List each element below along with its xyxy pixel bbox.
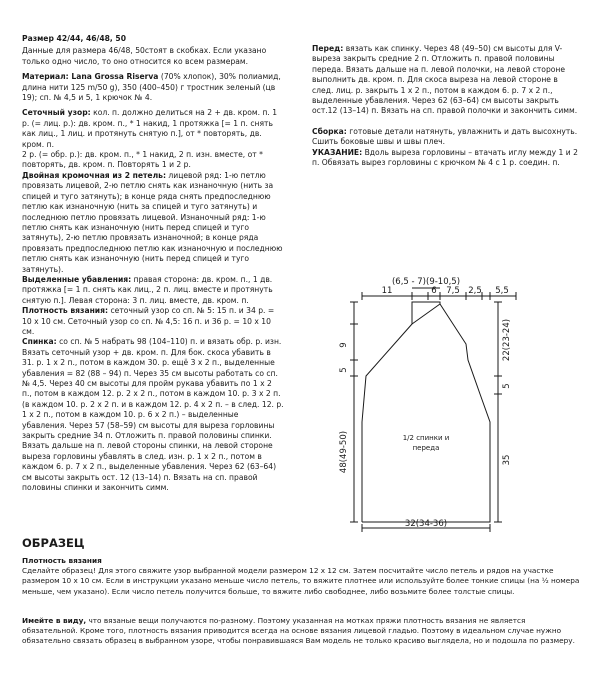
back-label: Спинка:: [22, 337, 57, 347]
density-label: Плотность вязания:: [22, 306, 109, 316]
sizes-note: Данные для размера 46/48, 50стоят в скобках. Если указано только одно число, то оно относится ко всем размерам.: [22, 46, 267, 66]
back-paragraph: [22, 337, 284, 493]
piece-outline: [362, 302, 490, 522]
sample-density-heading: Плотность вязания: [22, 556, 102, 565]
double-edge-label: Двойная кромочная из 2 петель:: [22, 170, 166, 180]
front-paragraph: [312, 44, 580, 117]
v-neck-line: [412, 304, 440, 324]
label-top-6: 6: [431, 286, 437, 296]
mesh-text-1: кол. п. должно делиться на 2 + дв. кром. п. 1 р. (= лиц. р.): дв. кром. п., * 1 накид, 1 протяжка [= 1 п. снять как лиц., 1 лиц. и протянуть снятую п.], от * повторять, дв. кром. п.: [22, 108, 278, 149]
label-top-7-5: 7,5: [446, 286, 460, 296]
sample-density-block: [22, 556, 582, 597]
assembly-paragraph: [312, 127, 580, 148]
sample-title: ОБРАЗЕЦ: [22, 536, 85, 550]
sizes-heading: Размер 42/44, 46/48, 50: [22, 34, 126, 43]
label-top-neck: (6,5 - 7)(9-10,5): [391, 277, 461, 287]
density-paragraph: [22, 306, 284, 337]
mesh-label: Сеточный узор:: [22, 108, 91, 118]
mesh-text-2: 2 р. (= обр. р.): дв. кром. п., * 1 накид, 2 п. изн. вместе, от * повторять, дв. кром. п. Повторять 1 и 2 р.: [22, 150, 263, 170]
sample-note-block: [22, 616, 582, 647]
label-right-22: 22(23-24): [502, 318, 512, 362]
note-label: УКАЗАНИЕ:: [312, 147, 363, 157]
material-paragraph: [22, 72, 284, 103]
sample-note-text: что вязаные вещи получаются по-разному. Поэтому указанная на мотках пряжи плотность вязания не является обязательной. Кроме того, плотность вязания приводится всегда на основе вязания лицевой гладью. Поэтому в идеальном случае нужно обязательно связать образец в выбранном узоре, чтобы понравившаяся Вам модель не только красиво выглядела, но и подошла по размеру.: [22, 616, 575, 646]
double-edge-paragraph: [22, 171, 284, 275]
label-top-2-5: 2,5: [468, 286, 482, 296]
material-label: Материал: Lana Grossa Riserva: [22, 72, 159, 82]
pattern-schematic: [332, 264, 584, 534]
left-column: [22, 34, 284, 498]
schematic-drawing: [332, 264, 584, 534]
mesh-paragraph: [22, 108, 284, 150]
piece-label-line-1: 1/2 спинки и: [402, 434, 450, 442]
back-text: со сп. № 5 набрать 98 (104–110) п. и вязать обр. р. изн. Вязать сеточный узор + дв. кром. п. Для бок. скоса убавить в 31. р. 1 х 2 п., потом в каждом 30. р. ещё 3 х 2 п., выделенные убавления = 82 (88 – 94) п. Через 35 см высоты работать со сп. № 4,5. Через 40 см высоты для пройм рукава убавить по 1 х 2 п., потом в каждом 12. р. 2 х 2 п., потом в каждом 10. р. 3 х 2 п. (в каждом 10. р. 2 х 2 п. и в каждом 12. р. 4 х 2 п. – в след. 12. р. 1 х 2 п., потом в каждом 10. р. 6 х 2 п.) – выделенные убавления. Через 57 (58–59) см высоты для выреза горловины закрыть средние 34 п. Отложить п. правой половины спинки. Вязать дальше на п. левой стороны спинки, на левой стороне выреза горловины убавлять в след. изн. р. 1 х 2 п., потом в каждом 6. р. 7 х 2 п., выделенные убавления. Через 62 (63–64) см высоты закрыть ост. 12 (13–14) п. Вязать на сп. правой половины спинки и закончить симм.: [22, 337, 284, 493]
assembly-text: готовые детали натянуть, увлажнить и дать высохнуть. Сшить боковые швы и швы плеч.: [312, 126, 578, 147]
density-text: сеточный узор со сп. № 5: 15 п. и 34 р. = 10 х 10 см. Сеточный узор со сп. № 4,5: 16 п. и 36 р. = 10 х 10 см.: [22, 306, 275, 336]
sample-density-text: Сделайте образец! Для этого свяжите узор выбранной модели размером 12 х 12 см. Затем посчитайте число петель и рядов на участке размером 10 х 10 см. Если в инструкции указано меньше число петель, то вяжите плотнее или используйте более тонкие спицы (на ½ номера меньше, чем указано). Если число петель получится больше, то вяжите либо свободнее, либо возьмите более толстые спицы.: [22, 566, 580, 596]
label-left-5: 5: [339, 367, 349, 373]
note-paragraph: [312, 148, 580, 169]
decreases-label: Выделенные убавления:: [22, 274, 132, 284]
assembly-label: Сборка:: [312, 126, 347, 136]
decreases-paragraph: [22, 275, 284, 306]
right-column: [312, 44, 580, 173]
double-edge-text: лицевой ряд: 1-ю петлю провязать лицевой, 2-ю петлю снять как изнаночную (нить за спицей и туго затянуть); в конце ряда снять предпоследнюю петлю как изнаночную (нить за спицей и туго затянуть) и последнюю петлю провязать лицевой. Изнаночный ряд: 1-ю петлю снять как изнаночную (нить перед спицей и туго затянуть), 2-ю петлю провязать изнаночной; в конце ряда провязать предпоследнюю петлю как изнаночную и последнюю петлю снять как изнаночную (нить перед спицей и туго затянуть).: [22, 170, 283, 274]
label-right-5: 5: [502, 383, 512, 389]
label-right-35: 35: [502, 454, 512, 466]
label-left-48: 48(49-50): [339, 430, 349, 474]
sample-note-heading: Имейте в виду,: [22, 616, 87, 625]
label-bottom-width: 32(34-36): [404, 519, 448, 529]
label-top-11: 11: [381, 286, 393, 296]
label-left-9: 9: [339, 342, 349, 348]
material-text: (70% хлопок), 30% полиамид, длина нити 125 m/50 g), 350 (400–450) г тростник зеленый (цв 19); сп. № 4,5 и 5, 1 крючок № 4.: [22, 72, 281, 103]
decreases-text: правая сторона: дв. кром. п., 1 дв. протяжка [= 1 п. снять как лиц., 2 п. лиц. вместе и протянуть снятую п.]. Левая сторона: 3 п. лиц. вместе, дв. кром. п.: [22, 274, 273, 305]
piece-label-line-2: переда: [412, 444, 440, 452]
label-top-5-5: 5,5: [495, 286, 509, 296]
front-text: вязать как спинку. Через 48 (49–50) см высоты для V-выреза закрыть средние 2 п. Отложить п. правой половины переда. Вязать дальше на п. левой полочки, на левой стороне выполнить дв. кром. п. Для скоса выреза на левой стороне в след. лиц. р. закрыть 1 х 2 п., потом в каждом 6. р. 7 х 2 п., выделенные убавления. Через 62 (63–64) см высоты закрыть ост.12 (13–14) п. Вязать на сп. правой полочки и закончить симм.: [312, 44, 578, 116]
front-label: Перед:: [312, 44, 344, 53]
note-text: Вдоль выреза горловины – втачать иглу между 1 и 2 п. Обвязать вырез горловины с крючком № 4 с 1 р. соедин. п.: [312, 147, 578, 168]
